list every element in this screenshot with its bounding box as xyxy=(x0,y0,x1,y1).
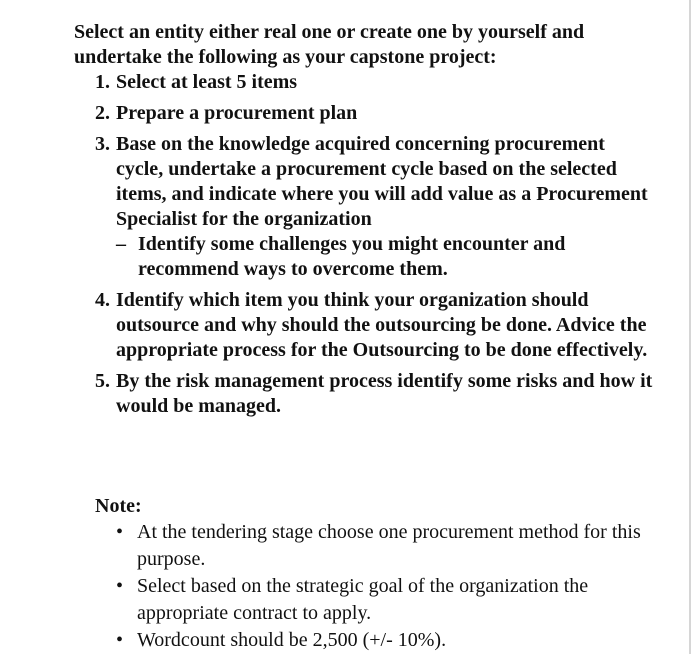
task-number: 2. xyxy=(95,102,110,124)
note-text: Select based on the strategic goal of the organization the appropriate contract to apply. xyxy=(137,575,589,624)
task-item-1 xyxy=(95,70,655,95)
task-text: Select at least 5 items xyxy=(116,71,298,93)
task-text: Identify which item you think your organization should outsource and why should the outsourcing be done. Advice the appropriate process for the Outsourcing to be done effectively. xyxy=(116,289,648,361)
task-list xyxy=(95,70,655,425)
task-text: Prepare a procurement plan xyxy=(116,102,358,124)
task-item-3 xyxy=(95,132,655,282)
note-text: Wordcount should be 2,500 (+/- 10%). xyxy=(137,629,447,651)
task-item-4 xyxy=(95,288,655,363)
note-heading: Note: xyxy=(95,495,142,517)
task-item-2 xyxy=(95,101,655,126)
subtask-text: Identify some challenges you might encounter and recommend ways to overcome them. xyxy=(138,233,566,280)
note-list xyxy=(116,519,656,654)
task-text: By the risk management process identify some risks and how it would be managed. xyxy=(116,370,653,417)
note-item-3 xyxy=(116,627,656,654)
subtask-item xyxy=(95,232,655,282)
bullet-icon: • xyxy=(116,575,124,597)
bullet-icon: • xyxy=(116,521,124,543)
task-text: Base on the knowledge acquired concerning procurement cycle, undertake a procurement cycle based on the selected items, and indicate where you will add value as a Procurement Specialist for the organization xyxy=(116,133,648,230)
task-number: 1. xyxy=(95,71,110,93)
note-text: At the tendering stage choose one procurement method for this purpose. xyxy=(137,521,641,570)
note-item-1 xyxy=(116,519,656,573)
task-item-5 xyxy=(95,369,655,419)
bullet-icon: • xyxy=(116,629,124,651)
dash-marker: – xyxy=(116,233,126,255)
note-item-2 xyxy=(116,573,656,627)
task-number: 4. xyxy=(95,289,110,311)
page-edge-divider xyxy=(689,0,691,654)
task-number: 3. xyxy=(95,133,110,155)
intro-paragraph: Select an entity either real one or create one by yourself and undertake the following as your capstone project: xyxy=(74,21,585,68)
task-number: 5. xyxy=(95,370,110,392)
